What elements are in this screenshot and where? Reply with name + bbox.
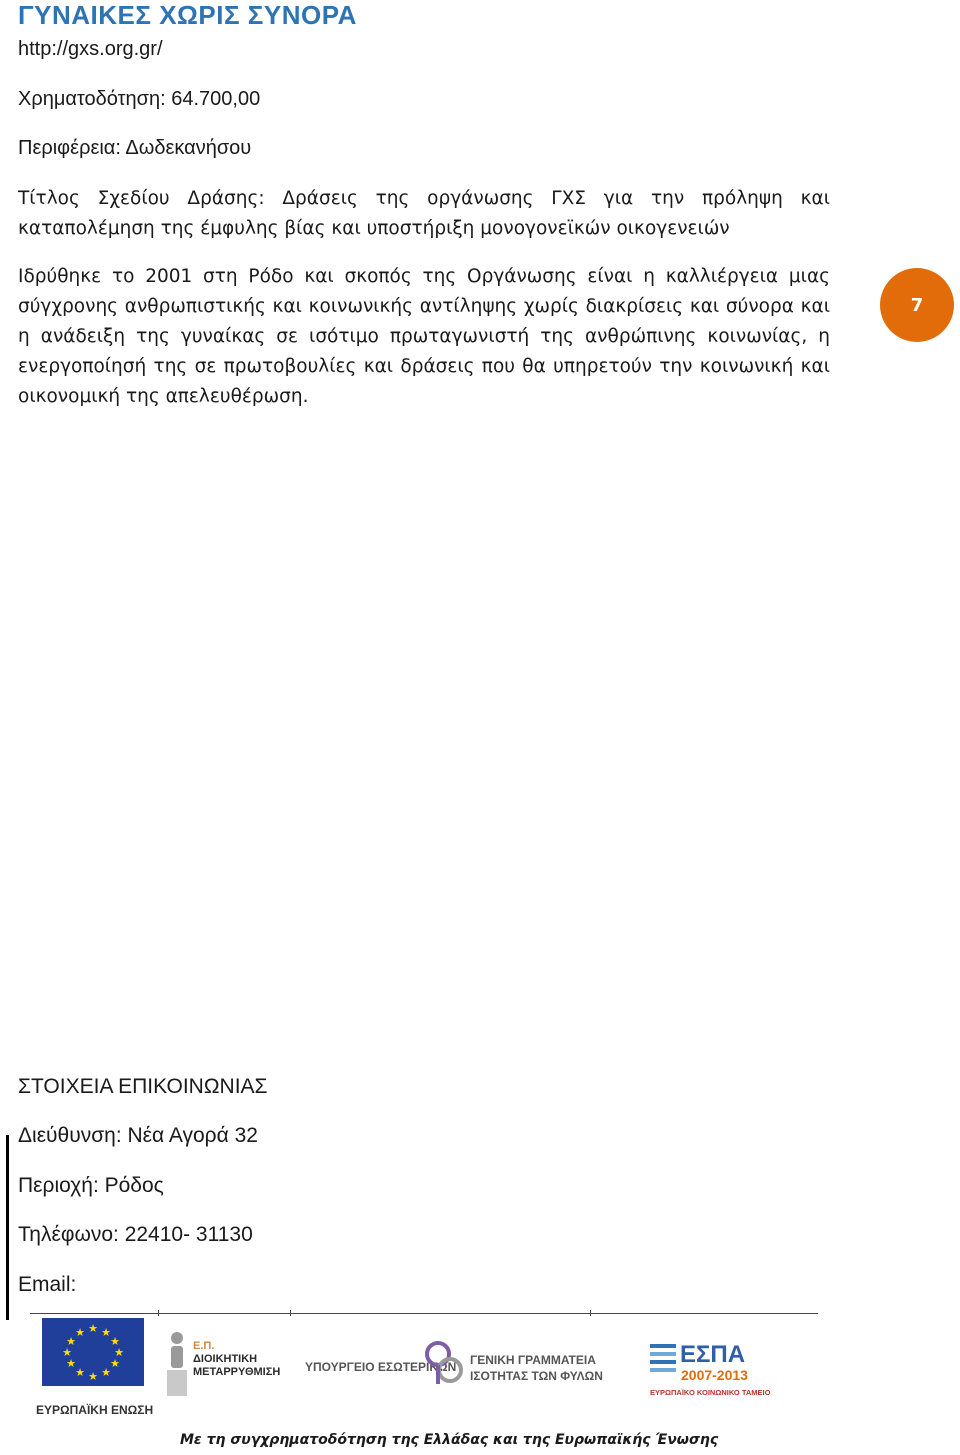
footer-divider-tick — [290, 1310, 291, 1316]
eu-flag-logo — [42, 1318, 144, 1386]
contact-area: Περιοχή: Ρόδος — [18, 1174, 164, 1197]
administrative-reform-text — [193, 1340, 280, 1379]
plan-title: Τίτλος Σχεδίου Δράσης: Δράσεις της οργάνωσης ΓΧΣ για την πρόληψη και καταπολέμηση της έμφυλης βίας και υποστήριξη μονογονεϊκών οικογενειών — [18, 188, 830, 239]
svg-text:★: ★ — [114, 1346, 124, 1359]
equality-secretariat-logo — [424, 1340, 464, 1394]
administrative-reform-logo — [163, 1330, 191, 1404]
svg-text:★: ★ — [62, 1346, 72, 1359]
footer-divider-tick — [158, 1310, 159, 1316]
svg-text:★: ★ — [110, 1357, 120, 1370]
espa-logo — [648, 1336, 754, 1392]
espa-subtitle: ΕΥΡΩΠΑΪΚΟ ΚΟΙΝΩΝΙΚΟ ΤΑΜΕΙΟ — [650, 1388, 771, 1397]
da-line-1: ΔΙΟΙΚΗΤΙΚΗ — [193, 1353, 258, 1365]
ministry-label: ΥΠΟΥΡΓΕΙΟ ΕΣΩΤΕΡΙΚΩΝ — [305, 1360, 457, 1374]
svg-text:★: ★ — [75, 1366, 85, 1379]
svg-text:★: ★ — [66, 1335, 76, 1348]
funding-line: Χρηματοδότηση: 64.700,00 — [18, 88, 261, 110]
gg-line-2: ΙΣΟΤΗΤΑΣ ΤΩΝ ΦΥΛΩΝ — [470, 1369, 603, 1383]
contact-email: Email: — [18, 1273, 77, 1296]
svg-text:★: ★ — [66, 1357, 76, 1370]
contact-phone: Τηλέφωνο: 22410- 31130 — [18, 1223, 253, 1246]
description-paragraph: Ιδρύθηκε το 2001 στη Ρόδο και σκοπός της Οργάνωσης είναι η καλλιέργεια μιας σύγχρονης ανθρωπιστικής και κοινωνικής αντίληψης χωρίς διακρίσεις και σύνορα και η ανάδειξη της γυναίκας σε ισότιμο πρωταγωνιστή της ανθρώπινης κοινωνίας, η ενεργοποίησή της σε πρωτοβουλίες και δράσεις που θα υπηρετούν την κοινωνική και οικονομική της απελευθέρωση. — [18, 266, 830, 407]
svg-text:ΕΣΠΑ: ΕΣΠΑ — [680, 1341, 746, 1368]
contact-side-bar — [6, 1135, 9, 1320]
contact-heading: ΣΤΟΙΧΕΙΑ ΕΠΙΚΟΙΝΩΝΙΑΣ — [18, 1075, 268, 1098]
website-link[interactable]: http://gxs.org.gr/ — [18, 38, 163, 60]
footer-divider-tick — [590, 1310, 591, 1316]
region-line: Περιφέρεια: Δωδεκανήσου — [18, 137, 252, 159]
svg-text:★: ★ — [88, 1322, 98, 1335]
svg-text:★: ★ — [88, 1370, 98, 1383]
eu-label: ΕΥΡΩΠΑΪΚΗ ΕΝΩΣΗ — [36, 1403, 154, 1417]
svg-text:2007-2013: 2007-2013 — [681, 1367, 748, 1383]
svg-text:★: ★ — [101, 1326, 111, 1339]
gg-line-1: ΓΕΝΙΚΗ ΓΡΑΜΜΑΤΕΙΑ — [470, 1353, 596, 1367]
page-number-badge: 7 — [880, 268, 954, 342]
footer-divider — [30, 1313, 818, 1314]
da-small-label: Ε.Π. — [193, 1340, 215, 1352]
organization-title: ΓΥΝΑΙΚΕΣ ΧΩΡΙΣ ΣΥΝΟΡΑ — [18, 0, 357, 30]
svg-text:★: ★ — [110, 1335, 120, 1348]
cofunding-note: Με τη συγχρηματοδότηση της Ελλάδας και της Ευρωπαϊκής Ένωσης — [180, 1432, 719, 1448]
equality-secretariat-text — [470, 1352, 603, 1384]
da-line-2: ΜΕΤΑΡΡΥΘΜΙΣΗ — [193, 1366, 281, 1378]
contact-address: Διεύθυνση: Νέα Αγορά 32 — [18, 1124, 258, 1147]
svg-text:★: ★ — [75, 1326, 85, 1339]
svg-text:★: ★ — [101, 1366, 111, 1379]
